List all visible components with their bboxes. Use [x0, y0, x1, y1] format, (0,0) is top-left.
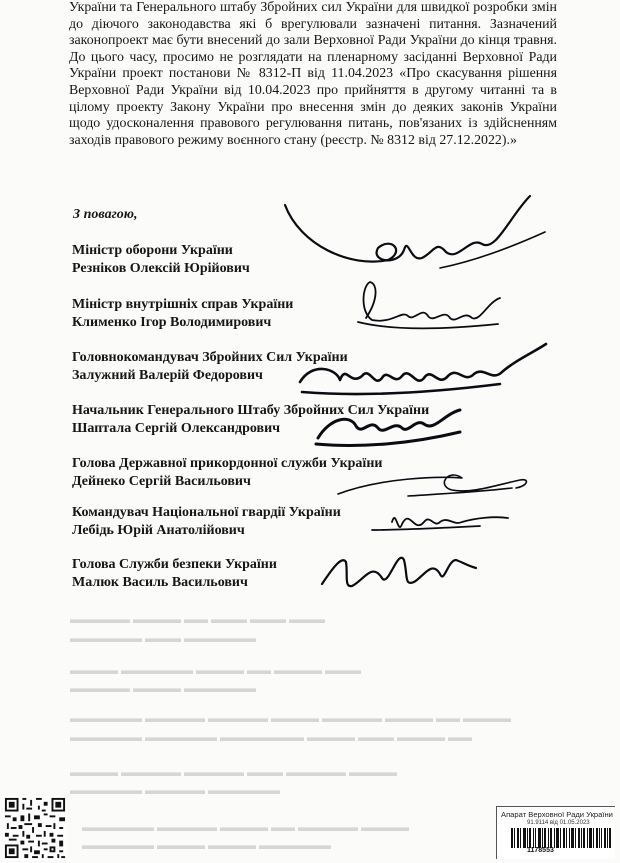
signatory-name: Дейнеко Сергій Васильович	[72, 473, 251, 489]
signatory-position: Головнокомандувач Збройних Сил України	[72, 350, 348, 365]
signatory-position: Командувач Національної гвардії України	[72, 505, 341, 520]
body-paragraph: України та Генерального штабу Збройних сил України для швидкої розробки змін до діючого законодавства які б врегулювали зазначені питання. Зазначений законопроект має бути внесений до зали Верховної Ради України до кінця травня. До цього часу, просимо не розглядати на пленарному засіданні Верховної Ради України проект постанови № 8312-П від 11.04.2023 «Про скасування рішення Верховної Ради України від 10.04.2023 про прийняття в другому читанні та в цілому проекту Закону України про внесення змін до деяких законів України щодо удосконалення правового регулювання питань, пов'язаних із здійсненням заходів правового режиму воєнного стану (реєстр. № 8312 від 27.12.2022).»	[69, 0, 557, 148]
signatory-border-guard-head	[72, 455, 382, 490]
signature-reznikov-tail	[440, 232, 545, 268]
signatory-name: Лебідь Юрій Анатолійович	[72, 522, 245, 538]
signatory-general-staff-chief	[72, 402, 429, 437]
signatory-name: Шаптала Сергій Олександрович	[72, 420, 281, 436]
signatory-name: Залужний Валерій Федорович	[72, 367, 263, 383]
signature-klymenko	[358, 282, 500, 328]
signatory-position: Голова Державної прикордонної служби України	[72, 456, 383, 471]
closing-greeting: З повагою,	[73, 207, 138, 222]
signatory-sbu-head	[72, 556, 277, 591]
signatory-commander-in-chief	[72, 349, 348, 384]
signatory-position: Міністр оборони України	[72, 243, 233, 258]
signatory-position: Начальник Генерального Штабу Збройних Сил України	[72, 403, 430, 418]
signature-lebid	[372, 517, 508, 530]
stamp-registration: 91.9114 від 01.05.2023	[527, 820, 590, 826]
signature-reznikov	[285, 196, 530, 262]
signature-maliuk	[322, 558, 476, 586]
qr-code	[3, 796, 67, 860]
signatory-position: Міністр внутрішніх справ України	[72, 297, 294, 312]
signatory-position: Голова Служби безпеки України	[72, 557, 277, 572]
document-page: ▬▬▬▬▬ ▬▬▬▬ ▬▬ ▬▬▬ ▬▬▬ ▬▬▬ ▬▬▬▬▬▬ ▬▬▬ ▬▬▬▬▬▬ ▬▬▬▬ ▬▬▬▬▬▬ ▬▬▬▬ ▬▬ ▬▬▬▬ ▬▬▬ ▬▬▬▬▬ ▬▬▬▬ ▬▬▬▬▬▬ ▬▬▬▬▬▬ ▬▬▬▬▬ ▬▬▬▬▬ ▬▬▬▬ ▬▬▬▬▬ ▬▬▬▬ ▬▬ ▬▬▬▬ ▬▬▬▬▬▬ ▬▬▬▬▬▬ ▬▬▬▬▬▬▬ ▬▬▬▬ ▬▬▬ ▬▬▬▬ ▬▬ ▬▬▬▬ ▬▬▬▬▬ ▬▬▬▬▬ ▬▬▬ ▬▬▬▬▬ ▬▬▬▬ ▬▬▬▬▬▬ ▬▬▬▬▬ ▬▬▬▬▬▬ ▬▬▬▬▬▬ ▬▬▬▬▬ ▬▬▬▬ ▬▬ ▬▬▬▬▬ ▬▬▬▬ ▬▬▬▬▬▬ ▬▬▬▬ ▬▬▬▬ ▬▬▬▬▬▬ України та Генерального штабу Збройних сил України для швидкої розробки змін до діючого законодавства які б врегулювали зазначені питання. Зазначений законопроект має бути внесений до зали Верховної Ради України до кінця травня. До цього часу, просимо не розглядати на пленарному засіданні Верховної Ради України проект постанови № 8312-П від 11.04.2023 «Про скасування рішення Верховної Ради України від 10.04.2023 про прийняття в другому читанні та в цілому проекту Закону України про внесення змін до деяких законів України щодо удосконалення правового регулювання питань, пов'язаних із здійсненням заходів правового режиму воєнного стану (реєстр. № 8312 від 27.12.2022).» З повагою, Міністр оборони України Резніков Олексій Юрійович Міністр внутрішніх справ України Клименко Ігор Володимирович Головнокомандувач Збройних Сил України Залужний Валерій Федорович Начальник Генерального Штабу Збройних Сил України Шаптала Сергій Олександрович Голова Державної прикордонної служби України Дейнеко Сергій Васильович Командувач Національної гвардії України Лебідь Юрій Анатолійович Голова Служби безпеки України Малюк Василь Васильович Апарат Верховної Ради України 91.9114 від 01.05.2023 1178553	[0, 0, 620, 863]
signatory-name: Резніков Олексій Юрійович	[72, 260, 250, 276]
signatory-national-guard-commander	[72, 504, 341, 539]
stamp-office: Апарат Верховної Ради України	[501, 810, 613, 819]
signatory-defence-minister	[72, 242, 250, 277]
signatory-interior-minister	[72, 296, 293, 331]
signatory-name: Малюк Василь Васильович	[72, 574, 248, 590]
barcode	[511, 828, 611, 848]
signatory-name: Клименко Ігор Володимирович	[72, 314, 272, 330]
registration-stamp	[496, 806, 615, 859]
stamp-number: 1178553	[527, 847, 554, 854]
